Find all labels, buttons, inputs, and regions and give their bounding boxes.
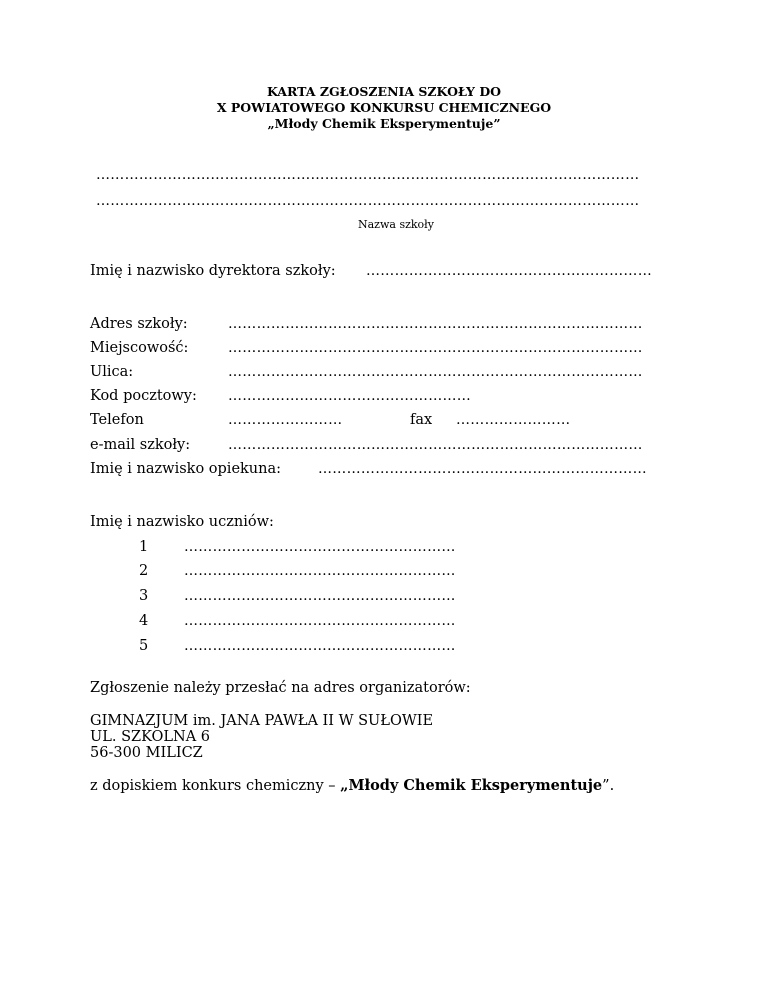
phone-field[interactable]: ……………………: [228, 412, 343, 428]
student-field-3[interactable]: …………………………………………………: [184, 588, 456, 604]
postal-code-field[interactable]: ……………………………………………: [228, 388, 472, 404]
student-number: 1: [139, 539, 149, 555]
organizer-address-line-2: UL. SZKOLNA 6: [90, 729, 211, 745]
annotation-note: [90, 777, 614, 795]
title-line-3: „Młody Chemik Eksperymentuje”: [267, 116, 501, 131]
organizer-address-line-3: 56-300 MILICZ: [90, 745, 203, 761]
director-field[interactable]: ……………………………………………………: [366, 263, 652, 279]
student-number: 2: [139, 563, 149, 579]
student-field-5[interactable]: …………………………………………………: [184, 638, 456, 654]
fax-label: fax: [410, 412, 433, 428]
guardian-label: Imię i nazwisko opiekuna:: [90, 461, 282, 477]
contest-name: „Młody Chemik Eksperymentuje: [340, 777, 603, 794]
address-label: Adres szkoły:: [90, 316, 188, 332]
student-field-1[interactable]: …………………………………………………: [184, 539, 456, 555]
city-label: Miejscowość:: [90, 340, 189, 356]
fax-field[interactable]: ……………………: [456, 412, 571, 428]
email-field[interactable]: ……………………………………………………………………………: [228, 437, 643, 453]
title-line-2: X POWIATOWEGO KONKURSU CHEMICZNEGO: [216, 100, 552, 115]
students-label: Imię i nazwisko uczniów:: [90, 514, 274, 530]
street-field[interactable]: ……………………………………………………………………………: [228, 364, 643, 380]
address-field[interactable]: ……………………………………………………………………………: [228, 316, 643, 332]
student-field-2[interactable]: …………………………………………………: [184, 563, 456, 579]
organizer-address-line-1: GIMNAZJUM im. JANA PAWŁA II W SUŁOWIE: [90, 713, 434, 729]
title-line-1: KARTA ZGŁOSZENIA SZKOŁY DO: [266, 84, 502, 99]
school-name-line-2[interactable]: ……………………………………………………………………………………………………: [96, 193, 640, 209]
send-instruction: Zgłoszenie należy przesłać na adres organizatorów:: [90, 680, 471, 696]
school-name-caption: Nazwa szkoły: [358, 218, 434, 231]
postal-code-label: Kod pocztowy:: [90, 388, 197, 404]
guardian-field[interactable]: ……………………………………………………………: [318, 461, 647, 477]
director-label: Imię i nazwisko dyrektora szkoły:: [90, 263, 336, 279]
phone-label: Telefon: [90, 412, 144, 428]
student-number: 5: [139, 638, 149, 654]
street-label: Ulica:: [90, 364, 134, 380]
annotation-suffix: ”.: [602, 778, 615, 794]
school-name-line-1[interactable]: ……………………………………………………………………………………………………: [96, 167, 640, 183]
annotation-prefix: z dopiskiem konkurs chemiczny –: [90, 778, 341, 794]
student-number: 3: [139, 588, 149, 604]
student-field-4[interactable]: …………………………………………………: [184, 613, 456, 629]
city-field[interactable]: ……………………………………………………………………………: [228, 340, 643, 356]
email-label: e-mail szkoły:: [90, 437, 191, 453]
student-number: 4: [139, 613, 149, 629]
